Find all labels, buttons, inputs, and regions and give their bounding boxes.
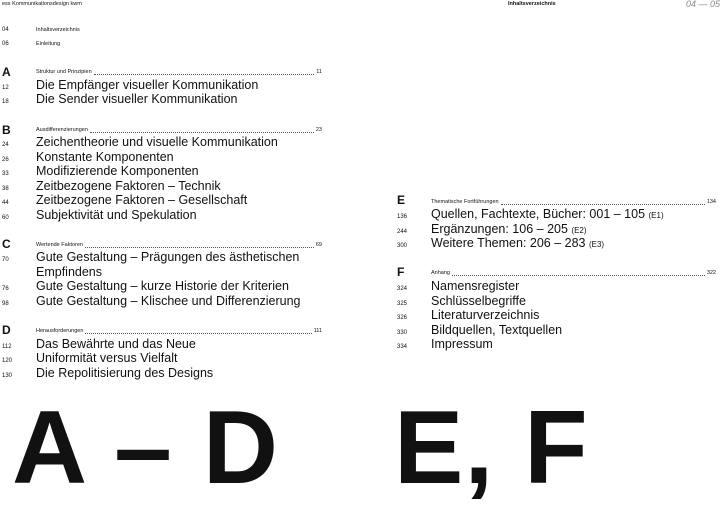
section-heading-page: 134 — [706, 199, 716, 205]
toc-page-number: 18 — [2, 99, 9, 105]
leader-dots — [90, 132, 314, 133]
toc-entry[interactable]: Die Repolitisierung des Designs — [36, 366, 214, 380]
section-letter-d: D — [2, 323, 11, 337]
toc-entry-line: Gute Gestaltung – Prägungen des ästhetischen — [36, 250, 300, 264]
toc-page-number: 70 — [2, 257, 9, 263]
leader-dots — [94, 74, 315, 75]
toc-page-number: 324 — [397, 286, 408, 292]
toc-entry[interactable]: Subjektivität und Spekulation — [36, 208, 197, 222]
running-header-left: ess Kommunikationsdesign kwm — [2, 1, 82, 7]
section-heading-e[interactable] — [431, 199, 716, 206]
toc-page-number: 38 — [2, 186, 9, 192]
section-letter-c: C — [2, 237, 11, 251]
toc-page-number: 44 — [2, 200, 9, 206]
section-letter-f: F — [397, 265, 405, 279]
toc-page-number: 98 — [2, 301, 9, 307]
section-heading-label: Struktur und Prinzipien — [36, 69, 92, 75]
toc-page-number: 136 — [397, 214, 408, 220]
running-header-title: Inhaltsverzeichnis — [508, 1, 556, 7]
section-heading-f[interactable] — [431, 270, 716, 277]
toc-page-number: 130 — [2, 373, 13, 379]
leader-dots — [85, 333, 311, 334]
toc-page-number: 325 — [397, 301, 408, 307]
toc-entry[interactable]: Uniformität versus Vielfalt — [36, 351, 178, 365]
toc-entry[interactable]: Das Bewährte und das Neue — [36, 337, 196, 351]
toc-page-number: 06 — [2, 41, 9, 47]
toc-entry-small[interactable]: Einleitung — [36, 41, 61, 47]
toc-entry[interactable]: Gute Gestaltung – Klischee und Differenzierung — [36, 294, 301, 308]
toc-page-number: 334 — [397, 344, 408, 350]
section-heading-label: Anhang — [431, 270, 450, 276]
toc-entry-small[interactable]: Inhaltsverzeichnis — [36, 27, 80, 33]
toc-entry[interactable]: Namensregister — [431, 279, 520, 293]
section-heading-label: Ausdifferenzierungen — [36, 127, 88, 133]
toc-page-number: 244 — [397, 229, 408, 235]
toc-entry-suffix: (E2) — [571, 226, 587, 235]
toc-entry[interactable]: Die Empfänger visueller Kommunikation — [36, 78, 259, 92]
section-heading-label: Wertende Faktoren — [36, 242, 83, 248]
page-folio: 04 — 05 — [686, 0, 720, 9]
section-heading-c[interactable] — [36, 242, 322, 249]
section-heading-a[interactable] — [36, 69, 322, 76]
toc-entry[interactable]: Gute Gestaltung – kurze Historie der Kriterien — [36, 279, 289, 293]
toc-entry-title: Quellen, Fachtexte, Bücher: 001 – 105 — [431, 207, 646, 221]
toc-entry-line: Empfindens — [36, 264, 103, 279]
section-letter-a: A — [2, 65, 11, 79]
toc-entry-suffix: (E3) — [588, 240, 605, 249]
section-heading-label: Herausforderungen — [36, 328, 84, 334]
big-range-label-left: A – D — [12, 390, 279, 506]
leader-dots — [452, 275, 705, 276]
toc-entry-title: Weitere Themen: 206 – 283 — [431, 236, 586, 250]
toc-entry[interactable]: Zeitbezogene Faktoren – Gesellschaft — [36, 193, 248, 207]
section-heading-page: 23 — [315, 127, 322, 133]
leader-dots — [85, 247, 314, 248]
toc-entry[interactable]: Zeichentheorie und visuelle Kommunikation — [36, 135, 278, 149]
section-heading-d[interactable] — [36, 328, 322, 335]
toc-entry[interactable] — [431, 236, 604, 253]
toc-entry-title: Ergänzungen: 106 – 205 — [431, 222, 568, 236]
toc-page-number: 12 — [2, 85, 9, 91]
section-letter-e: E — [397, 193, 406, 207]
toc-page-number: 120 — [2, 358, 13, 364]
section-heading-page: 111 — [313, 328, 322, 334]
toc-entry[interactable]: Schlüsselbegriffe — [431, 294, 526, 308]
section-heading-label: Thematische Fortführungen — [431, 199, 499, 205]
toc-entry[interactable]: Zeitbezogene Faktoren – Technik — [36, 179, 221, 193]
toc-page-number: 04 — [2, 27, 9, 33]
toc-entry-suffix: (E1) — [648, 211, 664, 220]
toc-entry[interactable]: Konstante Komponenten — [36, 150, 174, 164]
toc-entry[interactable]: Literaturverzeichnis — [431, 308, 540, 322]
toc-page-number: 60 — [2, 215, 9, 221]
section-letter-b: B — [2, 123, 11, 137]
toc-page-number: 300 — [397, 243, 408, 249]
toc-entry[interactable]: Modifizierende Komponenten — [36, 164, 199, 178]
toc-page-number: 76 — [2, 286, 9, 292]
section-heading-page: 322 — [706, 270, 716, 276]
section-heading-b[interactable] — [36, 127, 322, 134]
toc-page-number: 33 — [2, 171, 9, 177]
toc-entry[interactable]: Bildquellen, Textquellen — [431, 323, 563, 337]
toc-entry[interactable]: Impressum — [431, 337, 493, 351]
toc-page-number: 24 — [2, 142, 9, 148]
leader-dots — [501, 204, 705, 205]
toc-entry[interactable] — [36, 250, 299, 279]
toc-page-number: 112 — [2, 344, 12, 350]
toc-entry[interactable]: Die Sender visueller Kommunikation — [36, 92, 238, 106]
section-heading-page: 11 — [316, 69, 322, 75]
toc-page-number: 26 — [2, 157, 9, 163]
section-heading-page: 69 — [315, 242, 322, 248]
toc-page-number: 326 — [397, 315, 408, 321]
big-range-label-right: E, F — [394, 390, 589, 506]
toc-page-number: 330 — [397, 330, 408, 336]
